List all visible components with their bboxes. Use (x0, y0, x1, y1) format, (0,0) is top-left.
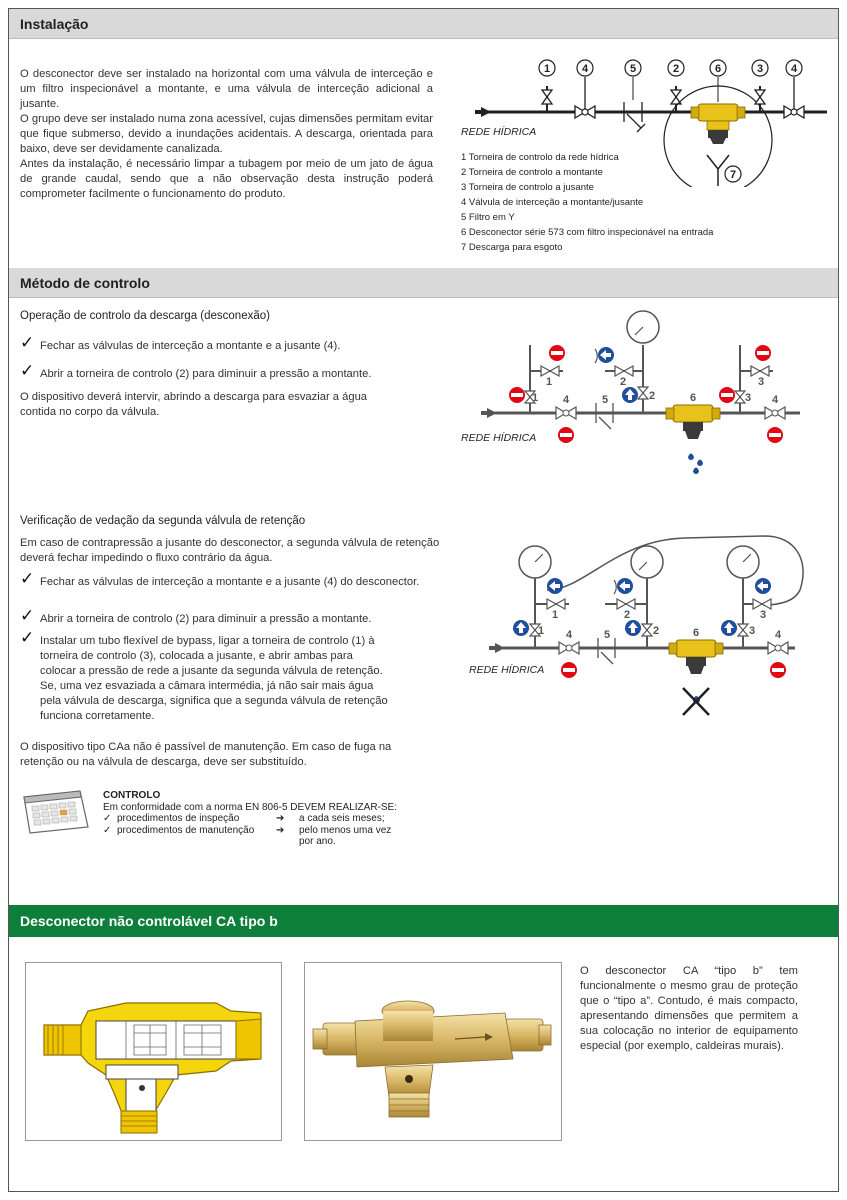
section-header-installation (9, 9, 838, 39)
controlo-freq: a cada seis meses; (299, 813, 385, 824)
paragraph: Antes da instalação, é necessário limpar a tubagem por meio de um jato de água de grande caudal, sendo que a não observação desta instrução poderá comprometer facilmente o funcionamento do produto. (20, 158, 433, 200)
callout-label: 3 (756, 63, 764, 75)
controlo-row (103, 824, 397, 847)
controlo-box (103, 790, 397, 847)
diagram-label: 6 (692, 627, 700, 639)
discharge-test-title: Operação de controlo da descarga (desconexão) (20, 310, 270, 322)
callout-label: 7 (729, 169, 737, 181)
discharge-test-diagram (455, 305, 835, 480)
cutaway-illustration (25, 962, 282, 1141)
legend-item: 3 Torneira de controlo a jusante (461, 182, 594, 193)
controlo-item: procedimentos de manutenção (116, 824, 255, 836)
check-step: ✓ Instalar um tubo flexível de bypass, ligar a torneira de controlo (1) à torneira de controlo (3), colocada a jusante, e abrir ambas para colocar a pressão de rede a jusante da segunda válvula de retenção. Se, uma vez esvaziada a câmara intermédia, já não sair mais água pela válvula de descarga, significa que a segunda válvula de retenção funciona corretamente. (20, 634, 388, 724)
diagram-label: 4 (774, 629, 782, 641)
installation-legend (461, 150, 713, 255)
section-title: Desconector não controlável CA tipo b (20, 913, 278, 929)
legend-item: 7 Descarga para esgoto (461, 242, 563, 253)
diagram-label: 3 (744, 392, 752, 404)
check-step: ✓ Abrir a torneira de controlo (2) para diminuir a pressão a montante. (20, 612, 460, 627)
diagram-label: 1 (545, 376, 553, 388)
controlo-row (103, 813, 397, 825)
diagram-label: 3 (748, 625, 756, 637)
callout-label: 4 (581, 63, 589, 75)
installation-text (20, 67, 433, 202)
check-glyph: ✓ (103, 824, 112, 836)
legend-item: 5 Filtro em Y (461, 212, 515, 223)
stop-icon (561, 662, 786, 678)
diagram-label: 4 (562, 394, 570, 406)
check-glyph: ✓ (103, 813, 112, 824)
diagram-label: 1 (551, 609, 559, 621)
section-title: Instalação (20, 16, 89, 32)
diagram-label: 2 (619, 376, 627, 388)
legend-item: 2 Torneira de controlo a montante (461, 167, 603, 178)
diagram-label: 3 (757, 376, 765, 388)
seal-test-note: O dispositivo tipo CAa não é passível de manutenção. Em caso de fuga na retenção ou na válvula de descarga, deve ser substituído. (20, 741, 392, 768)
controlo-title: CONTROLO (103, 790, 161, 801)
diagram-label: 1 (531, 392, 539, 404)
section-title: Método de controlo (20, 275, 150, 291)
callout-label: 1 (543, 63, 551, 75)
controlo-subtitle: Em conformidade com a norma EN 806-5 DEVEM REALIZAR-SE: (103, 801, 397, 813)
product-drawing (305, 963, 561, 1140)
callout-label: 6 (714, 63, 722, 75)
check-step: ✓ Abrir a torneira de controlo (2) para diminuir a pressão a montante. (20, 367, 440, 382)
legend-item: 4 Válvula de interceção a montante/jusante (461, 197, 644, 208)
diagram-label: 4 (771, 394, 779, 406)
cutaway-drawing (26, 963, 281, 1140)
network-label: REDE HÍDRICA (461, 126, 537, 138)
callout-label: 5 (629, 63, 637, 75)
legend-item: 6 Desconector série 573 com filtro inspecionável na entrada (461, 227, 714, 238)
diagram-label: 6 (689, 392, 697, 404)
callout-label: 2 (672, 63, 680, 75)
calendar-icon (18, 785, 94, 835)
legend-item: 1 Torneira de controlo da rede hídrica (461, 152, 619, 163)
seal-test-intro: Em caso de contrapressão a jusante do desconector, a segunda válvula de retenção deverá fechar impedindo o fluxo contrário da água. (20, 537, 440, 564)
arrow-icon: ➔ (276, 813, 285, 824)
diagram-label: 1 (537, 625, 545, 637)
diagram-label: 2 (623, 609, 631, 621)
ca-type-b-text: O desconector CA “tipo b” tem funcionalmente o mesmo grau de proteção que o “tipo a”. Contudo, é mais compacto, apresentando dimensões que permitem a sua colocação no interior de equipamento especial (por exemplo, caldeiras murais). (580, 965, 798, 1052)
diagram-label: 2 (652, 625, 660, 637)
arrow-icon: ➔ (276, 824, 285, 836)
controlo-item: procedimentos de inspeção (116, 813, 240, 824)
network-label: REDE HÍDRICA (461, 432, 537, 444)
network-label: REDE HÍDRICA (469, 664, 545, 676)
seal-test-title: Verificação de vedação da segunda válvula de retenção (20, 515, 306, 527)
callout-label: 4 (790, 63, 798, 75)
check-step: ✓ Fechar as válvulas de interceção a montante e a jusante (4) do desconector. (20, 575, 460, 590)
seal-test-diagram (465, 530, 835, 725)
check-step: ✓ Fechar as válvulas de interceção a montante e a jusante (4). (20, 339, 440, 354)
controlo-freq: pelo menos uma vez por ano. (299, 824, 392, 847)
product-photo (304, 962, 562, 1141)
discharge-test-note: O dispositivo deverá intervir, abrindo a descarga para esvaziar a água contida no corpo da válvula. (20, 391, 368, 418)
bypass-hose (547, 536, 803, 605)
diagram-label: 5 (601, 394, 609, 406)
diagram-label: 4 (565, 629, 573, 641)
diagram-label: 2 (648, 390, 656, 402)
disconnector-body (698, 104, 738, 121)
paragraph: O grupo deve ser instalado numa zona acessível, cujas dimensões permitam evitar que fique submerso, devido a inundações acidentais. A descarga, orientada para baixo, deve ser devidamente canalizada. (20, 113, 433, 155)
section-header-control-method (9, 268, 838, 298)
section-header-ca-type-b (9, 905, 838, 937)
diagram-label: 5 (603, 629, 611, 641)
diagram-label: 3 (759, 609, 767, 621)
paragraph: O desconector deve ser instalado na horizontal com uma válvula de interceção e um filtro inspecionável a montante, e uma válvula de interceção adicional a jusante. (20, 68, 433, 110)
